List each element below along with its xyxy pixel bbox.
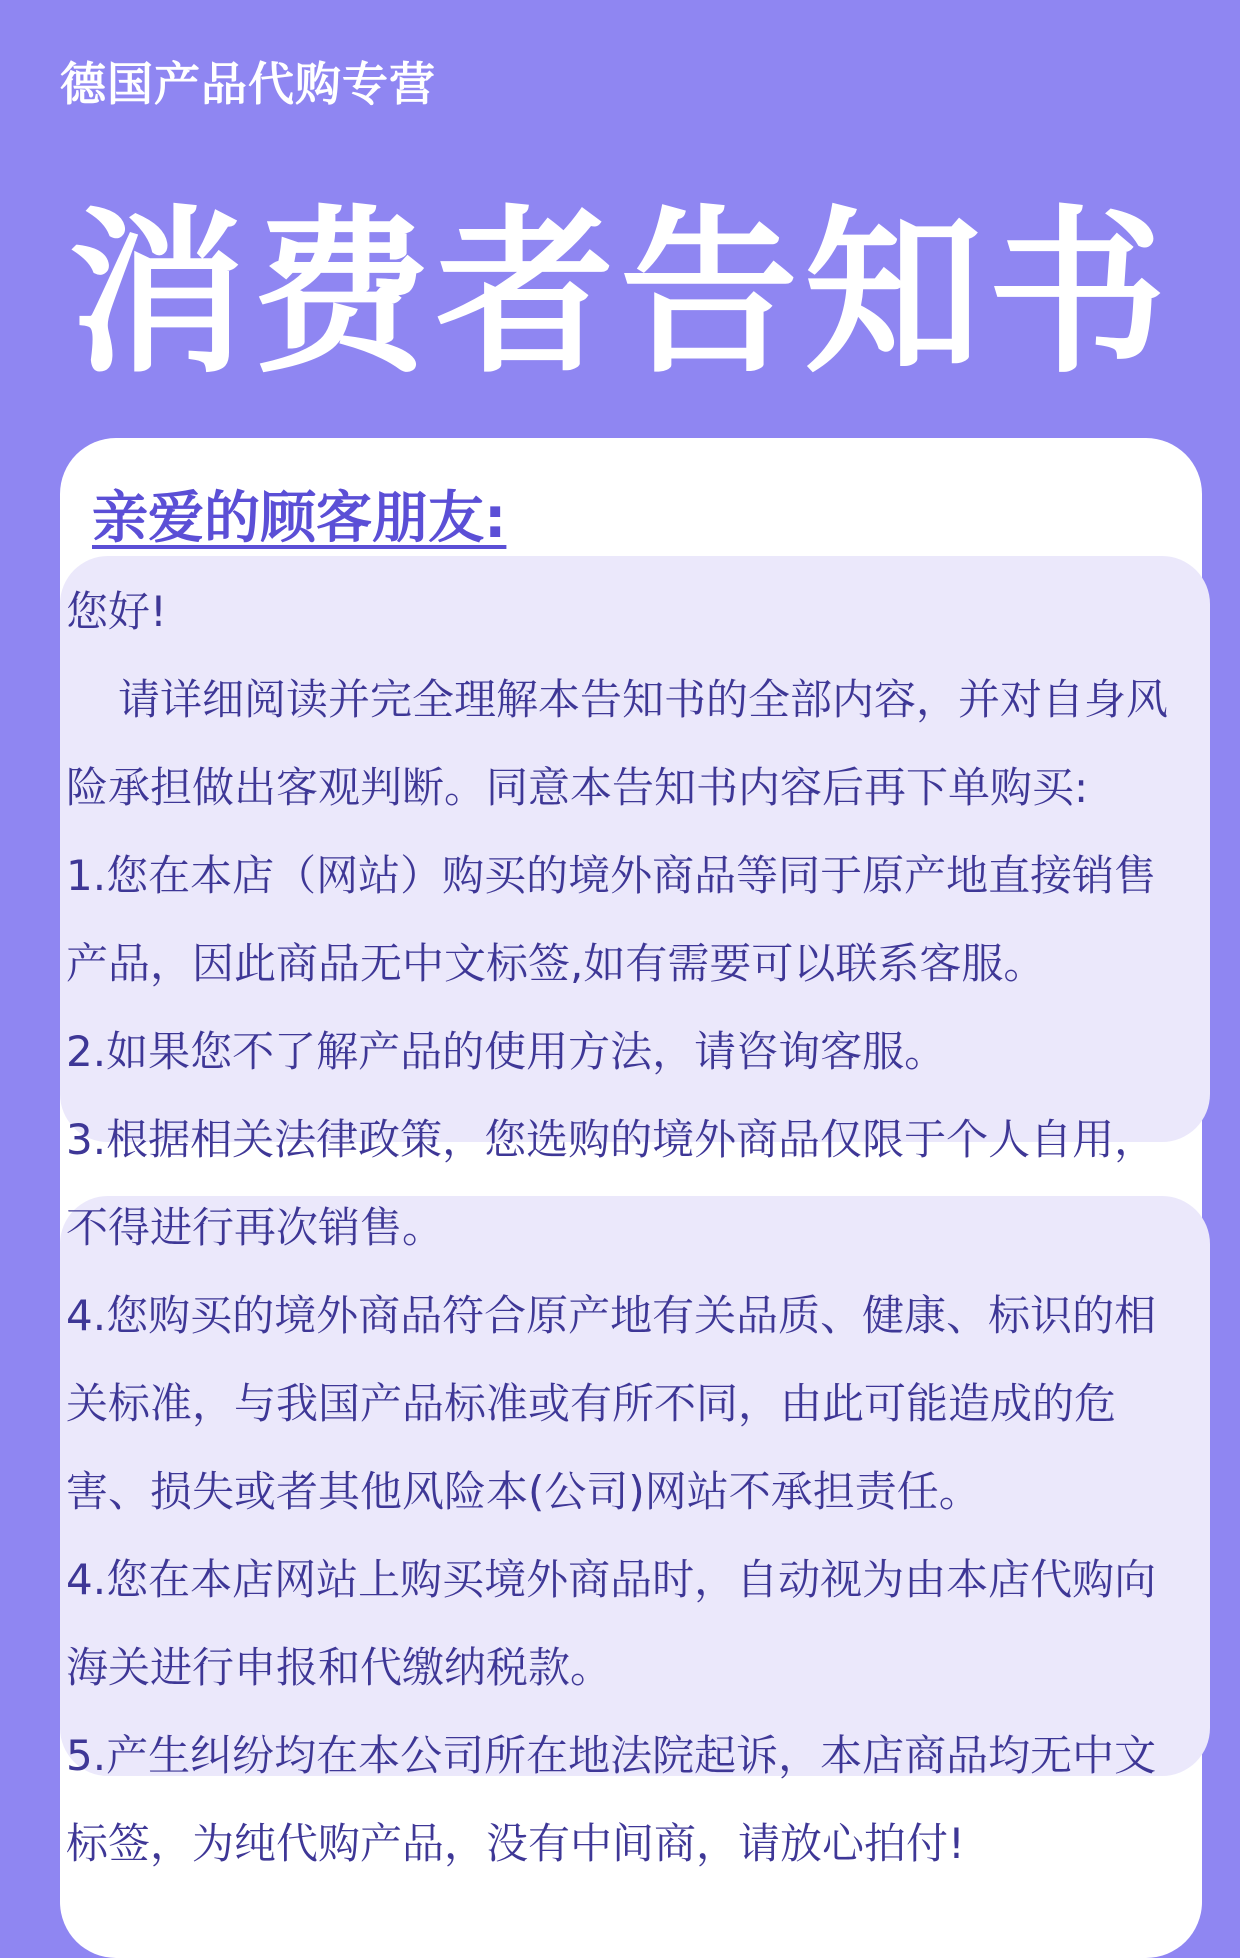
notice-body bbox=[66, 568, 1196, 1888]
salutation: 您好! bbox=[66, 587, 167, 636]
notice-item-5: 4.您在本店网站上购买境外商品时，自动视为由本店代购向海关进行申报和代缴纳税款。 bbox=[66, 1555, 1157, 1692]
notice-item-4: 4.您购买的境外商品符合原产地有关品质、健康、标识的相关标准，与我国产品标准或有所不同，由此可能造成的危害、损失或者其他风险本(公司)网站不承担责任。 bbox=[66, 1291, 1157, 1516]
notice-item-6: 5.产生纠纷均在本公司所在地法院起诉，本店商品均无中文标签，为纯代购产品，没有中间商，请放心拍付! bbox=[66, 1731, 1157, 1868]
greeting-heading: 亲爱的顾客朋友: bbox=[92, 486, 507, 551]
brand-label: 德国产品代购专营 bbox=[60, 57, 436, 111]
notice-item-2: 2.如果您不了解产品的使用方法，请咨询客服。 bbox=[66, 1027, 947, 1076]
intro-paragraph: 请详细阅读并完全理解本告知书的全部内容，并对自身风险承担做出客观判断。同意本告知书内容后再下单购买: bbox=[66, 675, 1169, 812]
notice-item-1: 1.您在本店（网站）购买的境外商品等同于原产地直接销售产品，因此商品无中文标签,如有需要可以联系客服。 bbox=[66, 851, 1157, 988]
page-title: 消费者告知书 bbox=[68, 190, 1172, 397]
notice-item-3: 3.根据相关法律政策，您选购的境外商品仅限于个人自用，不得进行再次销售。 bbox=[66, 1115, 1157, 1252]
